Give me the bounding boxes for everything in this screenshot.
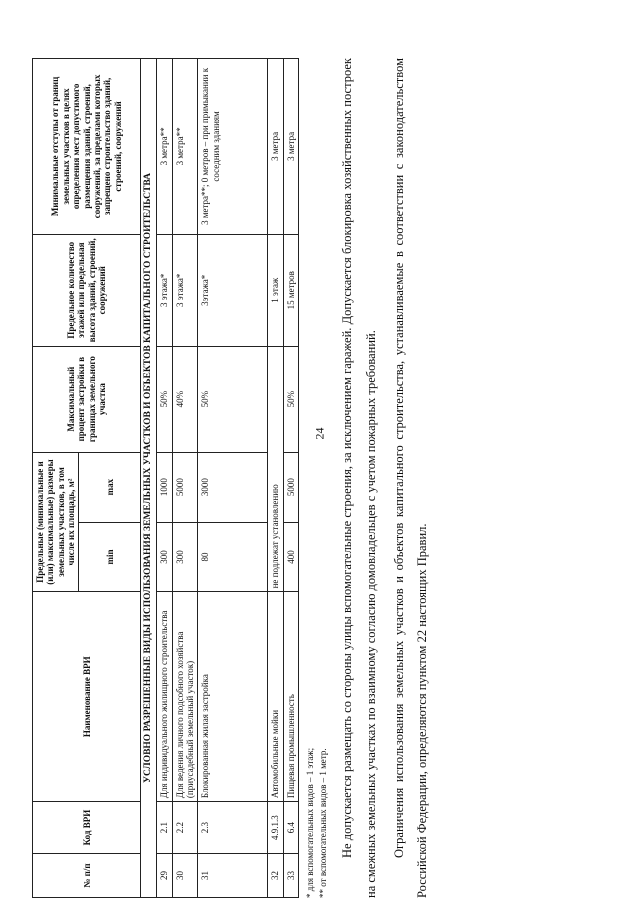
footnotes	[305, 58, 328, 898]
rotated-page-content	[32, 58, 592, 898]
cell-floors: 3этажа*	[198, 234, 268, 346]
header-code: Код ВРИ	[33, 802, 141, 854]
cell-name: Блокированная жилая застройка	[198, 592, 268, 802]
table-row	[283, 59, 298, 898]
header-name: Наименование ВРИ	[33, 592, 141, 802]
footnote: ** от вспомогательных видов – 1 метр.	[318, 748, 329, 898]
cell-num: 33	[283, 854, 298, 898]
cell-min: 300	[157, 522, 172, 592]
paragraph: Не допускается размещать со стороны улицы вспомогательные строения, за исключением гаражей. Допускается блокировка хозяйственных построек на смежных земельных участках по взаимному согласию домовладельцев с учетом пожарных требований.	[340, 58, 378, 898]
table-row	[172, 59, 198, 898]
cell-setback: 3 метра**; 0 метров – при примыкании к соседним зданиям	[198, 59, 268, 235]
cell-floors: 3 этажа*	[157, 234, 172, 346]
cell-code: 2.2	[172, 802, 198, 854]
header-max: max	[79, 452, 141, 522]
header-area-group: Предельные (минимальные и (или) максимальные) размеры земельных участков, в том числе их площадь, м²	[33, 452, 79, 592]
page-number: 24	[312, 427, 327, 440]
cell-max: 3000	[198, 452, 268, 522]
footnote: * для вспомогательных видов – 1 этаж;	[305, 747, 316, 898]
header-setback: Минимальные отступы от границ земельных участков в целях определения мест допустимого размещения зданий, строений, сооружений, за пределами которых запрещено строительство зданий, строений, сооружений	[33, 59, 141, 235]
cell-setback: 3 метра	[268, 59, 283, 235]
cell-percent: 50%	[157, 346, 172, 452]
paragraph: Ограничения использования земельных участков и объектов капитального строительства, устанавливаемые в соответствии с законодательством Российской Федерации, определяются пунктом 22 настоящих Правил.	[391, 58, 430, 898]
cell-max: 5000	[172, 452, 198, 522]
cell-setback: 3 метра	[283, 59, 298, 235]
cell-setback: 3 метра**	[157, 59, 172, 235]
body-text	[336, 58, 435, 898]
cell-name: Для индивидуального жилищного строительства	[157, 592, 172, 802]
cell-code: 6.4	[283, 802, 298, 854]
cell-min: 80	[198, 522, 268, 592]
table-row	[198, 59, 268, 898]
cell-max: 5000	[283, 452, 298, 522]
cell-num: 30	[172, 854, 198, 898]
cell-name: Пищевая промышленность	[283, 592, 298, 802]
cell-floors: 3 этажа*	[172, 234, 198, 346]
cell-min: 400	[283, 522, 298, 592]
cell-merged-not-set: не подлежат установлению	[268, 346, 283, 592]
header-num: № п/п	[33, 854, 141, 898]
table-row	[157, 59, 172, 898]
cell-code: 2.3	[198, 802, 268, 854]
cell-setback: 3 метра**	[172, 59, 198, 235]
cell-percent: 50%	[283, 346, 298, 452]
cell-min: 300	[172, 522, 198, 592]
cell-max: 1000	[157, 452, 172, 522]
header-floors: Предельное количество этажей или предельная высота зданий, строений, сооружений	[33, 234, 141, 346]
land-use-table	[32, 58, 299, 898]
section-title: УСЛОВНО РАЗРЕШЕННЫЕ ВИДЫ ИСПОЛЬЗОВАНИЯ ЗЕМЕЛЬНЫХ УЧАСТКОВ И ОБЪЕКТОВ КАПИТАЛЬНОГО СТРОИТЕЛЬСТВА	[141, 59, 157, 898]
table-row	[268, 59, 283, 898]
cell-floors: 15 метров	[283, 234, 298, 346]
cell-name: Для ведения личного подсобного хозяйства (приусадебный земельный участок)	[172, 592, 198, 802]
cell-name: Автомобильные мойки	[268, 592, 283, 802]
header-min: min	[79, 522, 141, 592]
cell-num: 29	[157, 854, 172, 898]
cell-num: 32	[268, 854, 283, 898]
cell-percent: 40%	[172, 346, 198, 452]
cell-code: 2.1	[157, 802, 172, 854]
cell-num: 31	[198, 854, 268, 898]
header-percent: Максимальный процент застройки в границах земельного участка	[33, 346, 141, 452]
cell-code: 4.9.1.3	[268, 802, 283, 854]
cell-percent: 50%	[198, 346, 268, 452]
cell-floors: 1 этаж	[268, 234, 283, 346]
